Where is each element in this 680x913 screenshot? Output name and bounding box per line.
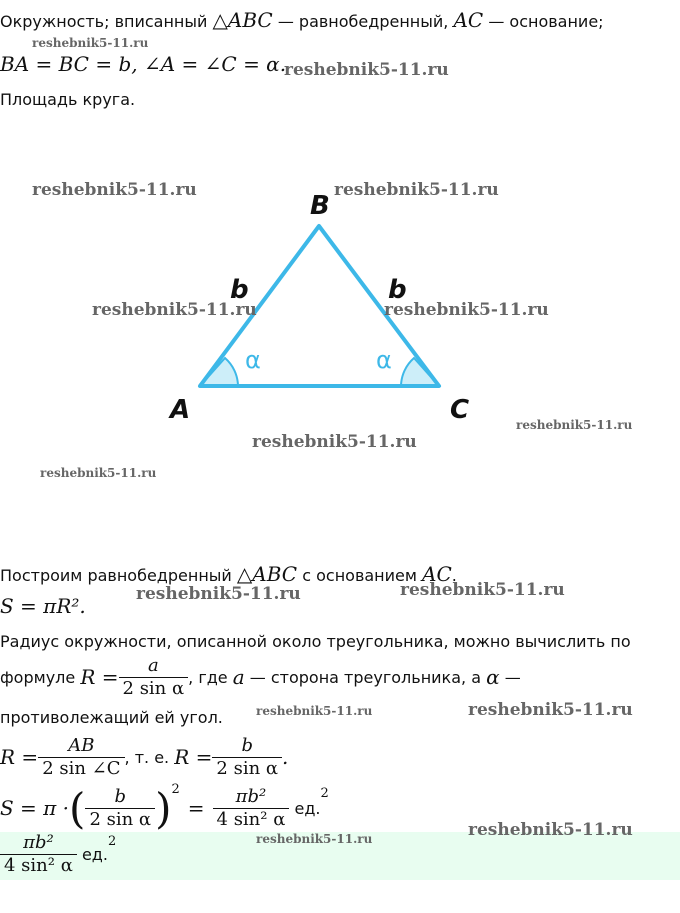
watermark: reshebnik5-11.ru xyxy=(256,704,373,718)
vertex-label-c: C xyxy=(450,395,470,425)
s-equation-line: S = π · ( $\frac{b}{\text{2 sin α}}$ ) $^2$ = $\frac{\text{πb²}}{\text{4 sin² α}}$ ед. $^2$ xyxy=(0,782,329,833)
r-equation-line: R = $\frac{AB}{2 \sin \angle C}$ , т. е. R = $\frac{b}{\text{2 sin α}}$ . xyxy=(0,734,289,779)
watermark: reshebnik5-11.ru xyxy=(400,580,565,600)
fraction-ab-over-2sinc: $\frac{AB}{2 \sin \angle C}$ xyxy=(38,735,124,780)
watermark: reshebnik5-11.ru xyxy=(136,584,301,604)
vertex-label-b: B xyxy=(310,191,330,221)
triangle-symbol: △ABC xyxy=(236,562,298,586)
given-text: Окружность; вписанный xyxy=(0,12,208,31)
watermark: reshebnik5-11.ru xyxy=(384,300,549,320)
given-line-2: BA = BC = b, ∠A = ∠C = α. xyxy=(0,52,287,76)
given-text: — основание; xyxy=(488,12,604,31)
solution-text: с основанием xyxy=(302,566,417,585)
watermark: reshebnik5-11.ru xyxy=(92,300,257,320)
construct-line: Построим равнобедренный △ABC с основанием AC. xyxy=(0,562,457,586)
question-text: Площадь круга. xyxy=(0,90,136,109)
side-label-left: b xyxy=(230,275,249,305)
fraction-pib2-over-4sin2: $\frac{\text{πb²}}{\text{4 sin² α}}$ xyxy=(213,786,290,831)
answer-box: $\frac{\text{πb²}}{\text{4 sin² α}}$ ед. $^2$ xyxy=(0,832,680,880)
fraction-b-over-2sin-2: $\frac{b}{\text{2 sin α}}$ xyxy=(85,786,155,831)
given-text: — равнобедренный, xyxy=(277,12,449,31)
watermark: reshebnik5-11.ru xyxy=(284,60,449,80)
radius-text-1: Радиус окружности, описанной около треугольника, можно вычислить по xyxy=(0,632,631,651)
watermark: reshebnik5-11.ru xyxy=(32,36,149,50)
watermark: reshebnik5-11.ru xyxy=(516,418,633,432)
answer-fraction: $\frac{\text{πb²}}{\text{4 sin² α}}$ xyxy=(0,832,77,877)
base-name: AC xyxy=(453,8,484,32)
watermark: reshebnik5-11.ru xyxy=(468,820,633,840)
fraction-b-over-2sin: $\frac{b}{\text{2 sin α}}$ xyxy=(212,735,282,780)
triangle-symbol: △ABC xyxy=(212,8,273,32)
watermark: reshebnik5-11.ru xyxy=(256,832,373,846)
radius-text-3: противолежащий ей угол. xyxy=(0,708,223,727)
watermark: reshebnik5-11.ru xyxy=(334,180,499,200)
base-name: AC xyxy=(422,562,452,586)
vertex-label-a: A xyxy=(170,395,191,425)
area-formula: S = πR². xyxy=(0,594,86,618)
watermark: reshebnik5-11.ru xyxy=(252,432,417,452)
solution-text: Построим равнобедренный xyxy=(0,566,232,585)
formula-lhs: R = xyxy=(80,665,119,689)
radius-text-2: формуле R = $\frac{a}{\text{2 sin α}}$ , где a — сторона треугольника, а α — xyxy=(0,654,521,699)
angle-label-a: α xyxy=(245,346,261,374)
fraction-a-over-2sin: $\frac{a}{\text{2 sin α}}$ xyxy=(119,655,189,700)
angle-label-c: α xyxy=(376,346,392,374)
side-label-right: b xyxy=(388,275,407,305)
watermark: reshebnik5-11.ru xyxy=(40,466,157,480)
answer-unit: ед. xyxy=(81,844,108,864)
watermark: reshebnik5-11.ru xyxy=(32,180,197,200)
given-line-1 xyxy=(0,8,604,32)
watermark: reshebnik5-11.ru xyxy=(468,700,633,720)
